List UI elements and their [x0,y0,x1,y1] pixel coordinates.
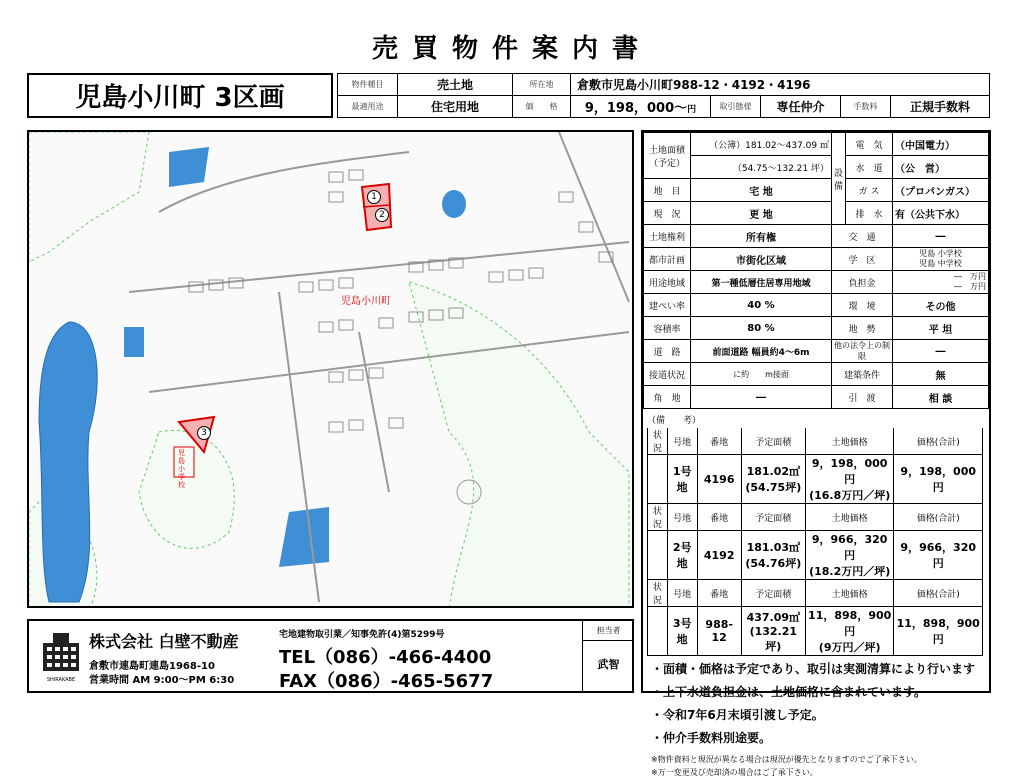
lot-price: 11，898，900円 [808,609,892,638]
school-value [893,248,989,271]
traffic-value: ― [893,225,989,248]
deal-label: 取引態様 [711,96,761,118]
access-value: に約 m接面 [691,363,832,386]
staff-box [582,621,634,691]
cond-value: 無 [893,363,989,386]
logo-text: SHIRAKABE [46,677,76,683]
table-row [648,531,983,580]
lot-marker-1: 1 [367,190,381,204]
lot-header-cell: 予定面積 [741,580,805,607]
building-logo-icon [39,629,83,673]
site-map [27,130,634,608]
road-value: 前面道路 幅員約4～6m [691,340,832,363]
document-title: 売買物件案内書 [371,34,652,64]
cond-label: 建築条件 [831,363,892,386]
lot-address-no: 4196 [703,472,735,486]
company-name: 株式会社 白壁不動産 [89,632,239,651]
company-address: 倉敷市連島町連島1968-10 [89,661,215,672]
terrain-label: 地 勢 [831,317,892,340]
school-label: 学 区 [831,248,892,271]
lot-header-cell: 番地 [697,504,741,531]
lot-header-cell: 号地 [667,428,697,455]
electric-value: （中国電力） [893,133,989,156]
lot-number: 2号地 [672,541,692,570]
traffic-label: 交 通 [831,225,892,248]
water-label: 水 道 [846,156,893,179]
lot-header-cell: 価格(合計) [894,504,983,531]
town-label: 児島小川町 [341,296,391,307]
lot-price: 9，966，320円 [811,533,888,562]
gas-value: （プロパンガス） [893,179,989,202]
lot-number: 3号地 [672,617,692,646]
price-unit: 円 [687,105,697,115]
lot-address-no: 4192 [703,548,735,562]
right-value: 所有権 [691,225,832,248]
other-label: 他の法令上の制限 [831,340,892,363]
zone-label: 用途地域 [644,271,691,294]
property-name: 児島小川町 3区画 [27,73,333,118]
bcr-value: 40 % [691,294,832,317]
burden-value-2: ― 万円 [954,282,986,291]
lot-header-cell: 土地価格 [805,428,894,455]
chimoku-value: 宅 地 [691,179,832,202]
corner-label: 角 地 [644,386,691,409]
handover-label: 引 渡 [831,386,892,409]
price-label: 価 格 [513,96,571,118]
lot-header-cell: 土地価格 [805,580,894,607]
lot-header-row [648,580,983,607]
lot-header-cell: 予定面積 [741,428,805,455]
header-table [337,73,990,118]
facility-label: 設備 [831,133,845,225]
notes [643,658,989,750]
disclaimer-2: ※万一変更及び売却済の場合はご了承下さい。 [651,768,818,777]
lot-price: 9，198，000円 [811,457,888,486]
type-value: 売土地 [398,74,513,96]
lot-header-cell: 号地 [667,504,697,531]
lot-header-cell: 予定面積 [741,504,805,531]
lot-header-cell: 番地 [697,428,741,455]
lot-unit-price: (16.8万円／坪) [809,489,891,502]
lot-total: 11，898，900円 [896,617,980,646]
note-2: ・上下水道負担金は、土地価格に含まれています。 [651,685,927,699]
electric-label: 電 気 [846,133,893,156]
staff-name: 武智 [597,658,620,671]
burden-label: 負担金 [831,271,892,294]
company-license: 宅地建物取引業／知事免許(4)第5299号 [279,630,445,640]
other-value: ― [893,340,989,363]
lot-tsubo: (132.21坪) [749,624,798,653]
genkyo-label: 現 況 [644,202,691,225]
lot-header-cell: 号地 [667,580,697,607]
company-tel: TEL（086）-466-4400 [279,647,492,668]
note-4: ・仲介手数料別途要。 [651,731,772,745]
drain-value: 有（公共下水） [893,202,989,225]
price-amount: 9，198，000～ [584,101,688,116]
access-label: 接道状況 [644,363,691,386]
lot-total: 9，966，320円 [900,541,976,570]
env-value: その他 [893,294,989,317]
road-label: 道 路 [644,340,691,363]
far-value: 80 % [691,317,832,340]
plan-value: 市街化区域 [691,248,832,271]
deal-value: 専任仲介 [761,96,841,118]
area-line2: （54.75～132.21 坪） [691,156,832,179]
lot-area: 181.03㎡ [746,541,801,554]
lot-unit-price: (9万円／坪) [818,641,881,654]
chimoku-label: 地 目 [644,179,691,202]
note-3: ・令和7年6月末頃引渡し予定。 [651,708,824,722]
env-label: 環 境 [831,294,892,317]
company-fax: FAX（086）-465-5677 [279,671,494,692]
lot-header-cell: 土地価格 [805,504,894,531]
lot-header-cell: 番地 [697,580,741,607]
burden-value [893,271,989,294]
school-label: 児島小学校 [178,449,185,489]
area-label: 土地面積（予定） [644,133,691,179]
lot-unit-price: (18.2万円／坪) [809,565,891,578]
company-footer [27,619,634,693]
school-value-2: 児島 中学校 [919,259,962,268]
burden-value-1: ― 万円 [954,272,986,281]
staff-label: 担当者 [583,621,634,641]
lot-header-cell: 価格(合計) [894,428,983,455]
remarks-label: （備 考） [647,416,702,426]
lot-header-row [648,504,983,531]
drain-label: 排 水 [846,202,893,225]
lot-address-no: 988-12 [705,618,733,644]
genkyo-value: 更 地 [691,202,832,225]
company-hours: 営業時間 AM 9:00～PM 6:30 [89,675,235,686]
lot-tsubo: (54.75坪) [745,481,802,494]
gas-label: ガ ス [846,179,893,202]
lot-marker-2: 2 [375,208,389,222]
lot-tsubo: (54.76坪) [745,557,802,570]
lot-total: 9，198，000円 [900,465,976,494]
right-label: 土地権利 [644,225,691,248]
far-label: 容積率 [644,317,691,340]
lots-table [647,428,983,656]
area-line1: （公簿）181.02～437.09 ㎡ [691,133,832,156]
lot-area: 437.09㎡ [746,610,801,624]
table-row [648,455,983,504]
price-value [571,96,711,118]
location-label: 所在地 [513,74,571,96]
water-value: （公 営） [893,156,989,179]
lot-number: 1号地 [672,465,692,494]
lot-header-cell: 状況 [648,504,668,531]
lot-area: 181.02㎡ [746,465,801,478]
zone-value: 第一種低層住居専用地域 [691,271,832,294]
bcr-label: 建ぺい率 [644,294,691,317]
fee-label: 手数料 [841,96,891,118]
lot-header-cell: 価格(合計) [894,580,983,607]
use-value: 住宅用地 [398,96,513,118]
corner-value: ― [691,386,832,409]
lot-marker-3: 3 [197,426,211,440]
fee-value: 正規手数料 [891,96,990,118]
location-value: 倉敷市児島小川町988-12・4192・4196 [571,74,990,96]
disclaimer-1: ※物件資料と現況が異なる場合は現況が優先となりますのでご了承下さい。 [651,755,922,764]
spec-table [643,132,989,409]
note-1: ・面積・価格は予定であり、取引は実測清算により行います [651,662,976,676]
table-row [648,607,983,656]
spec-panel [641,130,991,777]
plan-label: 都市計画 [644,248,691,271]
lot-header-row [648,428,983,455]
type-label: 物件種目 [338,74,398,96]
lot-header-cell: 状況 [648,580,668,607]
use-label: 最適用途 [338,96,398,118]
map-drawing [29,132,634,608]
handover-value: 相 談 [893,386,989,409]
terrain-value: 平 坦 [893,317,989,340]
lot-header-cell: 状況 [648,428,668,455]
company-logo [39,629,83,683]
school-value-1: 児島 小学校 [919,249,962,258]
